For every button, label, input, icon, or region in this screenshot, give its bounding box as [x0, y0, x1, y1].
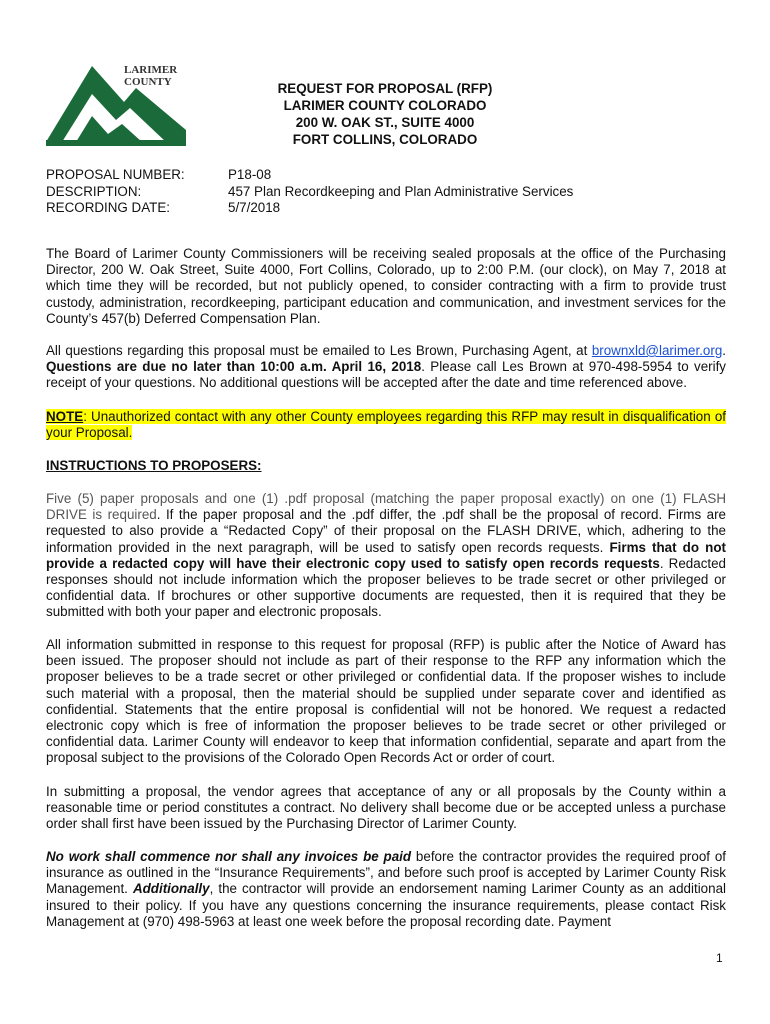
instructions-text-b: . Redacted responses should not include information which the proposer believes to be trade secret or other privileged or confidential data. If brochures or other supportive documents are requested, then it is required that they be submitted with both your paper and electronic proposals. — [46, 555, 727, 620]
intro-paragraph: The Board of Larimer County Commissioners will be receiving sealed proposals at the office of the Purchasing Director, 200 W. Oak Street, Suite 4000, Fort Collins, Colorado, up to 2:00 P.M. (our clock), on May 7, 2018 at which time they will be recorded, but not publicly opened, to consider contracting with a firm to provide trust custody, administration, recordkeeping, participant education and communication, and investment services for the County’s 457(b) Deferred Compensation Plan. — [46, 246, 726, 326]
page-number: 1 — [716, 951, 723, 965]
insurance-paragraph — [46, 849, 726, 930]
instructions-text-a: . If the paper proposal and the .pdf differ, the .pdf shall be the proposal of record. Firms are requested to also provide a “Redacted Copy” of their proposal on the FLASH DRIVE, which, adhering to the information provided in the next paragraph, will be used to satisfy open records requests. — [46, 507, 726, 555]
insurance-text-a: before the contractor provides the required proof of insurance as outlined in the “Insurance Requirements”, and before such proof is accepted by Larimer County Risk Management. — [46, 849, 726, 897]
logo-text-line2: COUNTY — [124, 76, 172, 88]
note-text: : Unauthorized contact with any other County employees regarding this RFP may result in disqualification of your Proposal. — [46, 409, 726, 441]
meta-row-description — [46, 184, 736, 201]
insurance-bold-italic-2: Additionally — [132, 881, 210, 897]
public-info-paragraph: All information submitted in response to this request for proposal (RFP) is public after the Notice of Award has been issued. The proposer should not include as part of their response to the RFP any information which the proposer believes to be a trade secret or other privileged or confidential data. If the proposer wishes to include such material with a proposal, then the material should be supplied under separate cover and identified as confidential. Statements that the entire proposal is confidential will not be honored. We request a redacted electronic copy which is free of information the proposer believes to be trade secret or other privileged or confidential data. Larimer County will endeavor to keep that information confidential, separate and apart from the proposal subject to the provisions of the Colorado Open Records Act or order of court. — [46, 637, 726, 766]
header-line-3: 200 W. OAK ST., SUITE 4000 — [295, 115, 475, 130]
note-highlight — [46, 409, 726, 440]
meta-row-proposal-number — [46, 167, 736, 184]
proposal-meta — [46, 167, 736, 217]
meta-label: PROPOSAL NUMBER: — [46, 167, 185, 182]
insurance-bold-italic-1: No work shall commence nor shall any invoices be paid — [46, 849, 412, 864]
document-header — [230, 80, 540, 148]
instructions-paragraph — [46, 491, 726, 621]
instructions-gray-text: Five (5) paper proposals and one (1) .pdf proposal (matching the paper proposal exactly) on one (1) FLASH DRIVE is required — [46, 491, 726, 523]
meta-row-recording-date — [46, 200, 736, 217]
questions-paragraph — [46, 343, 726, 392]
questions-text-a: All questions regarding this proposal must be emailed to Les Brown, Purchasing Agent, at — [46, 343, 592, 358]
note-label: NOTE — [46, 409, 84, 424]
questions-text-c: . Please call Les Brown at 970-498-5954 to verify receipt of your questions. No additional questions will be accepted after the date and time referenced above. — [46, 359, 726, 391]
instructions-heading: INSTRUCTIONS TO PROPOSERS: — [46, 458, 262, 473]
meta-value: 5/7/2018 — [228, 200, 281, 215]
questions-text-b: . — [722, 343, 726, 358]
larimer-county-logo — [46, 58, 186, 146]
insurance-text-b: , the contractor will provide an endorsement naming Larimer County as an additional insured to their policy. If you have any questions concerning the insurance requirements, please contact Risk Management at (970) 498-5963 at least one week before the proposal recording date. Payment — [46, 881, 726, 929]
meta-value: P18-08 — [228, 167, 272, 182]
meta-label: DESCRIPTION: — [46, 183, 142, 199]
email-link[interactable]: brownxld@larimer.org — [591, 343, 723, 358]
header-line-1: REQUEST FOR PROPOSAL (RFP) — [277, 81, 493, 96]
questions-deadline: Questions are due no later than 10:00 a.m. April 16, 2018 — [46, 359, 422, 375]
instructions-bold-text: Firms that do not provide a redacted copy will have their electronic copy used to satisfy open records requests — [46, 539, 726, 571]
meta-value: 457 Plan Recordkeeping and Plan Administrative Services — [228, 183, 574, 199]
meta-label: RECORDING DATE: — [46, 200, 170, 215]
submission-paragraph: In submitting a proposal, the vendor agrees that acceptance of any or all proposals by the County within a reasonable time or period constitutes a contract. No delivery shall become due or be accepted unless a purchase order shall first have been issued by the Purchasing Director of Larimer County. — [46, 784, 726, 832]
logo-text-line1: LARIMER — [124, 64, 178, 76]
header-line-4: FORT COLLINS, COLORADO — [292, 132, 478, 147]
header-line-2: LARIMER COUNTY COLORADO — [283, 98, 487, 113]
note-paragraph — [46, 409, 726, 441]
